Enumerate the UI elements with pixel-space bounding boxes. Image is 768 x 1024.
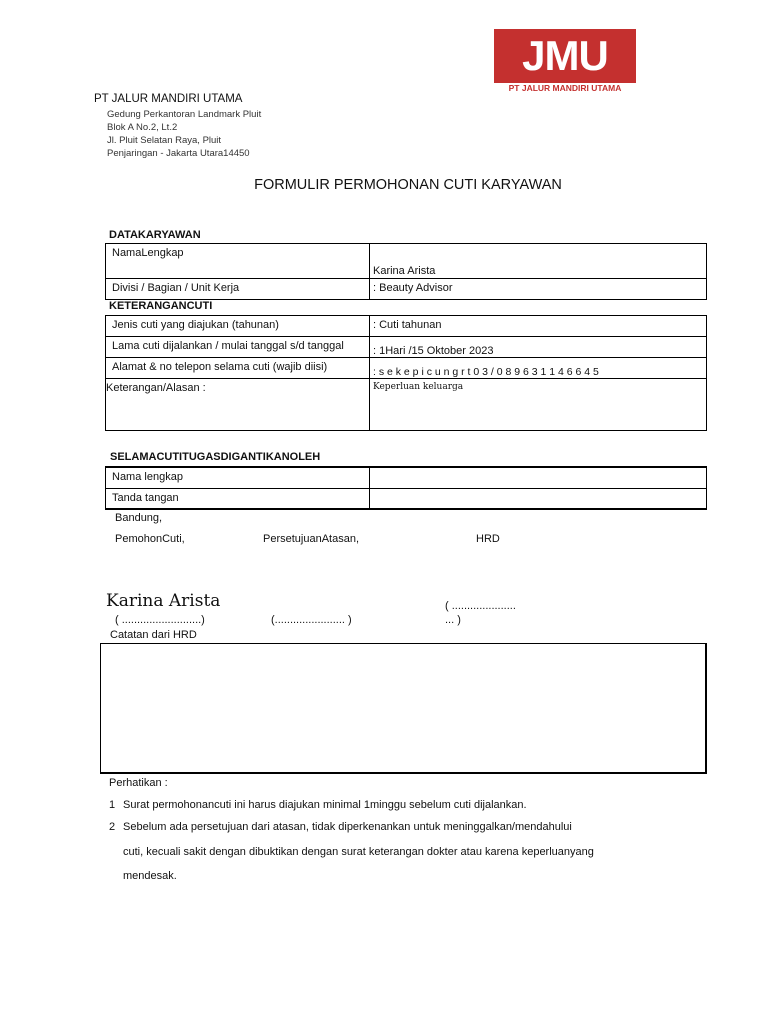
- address-line: Blok A No.2, Lt.2: [107, 122, 178, 133]
- field-value[interactable]: : 1Hari /15 Oktober 2023: [370, 337, 707, 358]
- section-substitute: SELAMACUTITUGASDIGANTIKANOLEH: [110, 451, 321, 463]
- field-label: Nama lengkap: [106, 467, 370, 488]
- place-label: Bandung,: [115, 512, 163, 524]
- field-value[interactable]: : Beauty Advisor: [370, 279, 707, 300]
- form-title: FORMULIR PERMOHONAN CUTI KARYAWAN: [254, 177, 562, 193]
- field-label: Tanda tangan: [106, 488, 370, 509]
- field-value[interactable]: [370, 488, 707, 509]
- table-row: [106, 488, 707, 509]
- hrd-signature-blank: ( .....................: [445, 600, 516, 612]
- notice-continuation: mendesak.: [123, 870, 177, 882]
- hrd-notes-box[interactable]: [100, 643, 707, 774]
- field-label: Jenis cuti yang diajukan (tahunan): [106, 316, 370, 337]
- notice-heading: Perhatikan :: [109, 777, 168, 789]
- table-row: [106, 337, 707, 358]
- supervisor-signature-blank: (....................... ): [271, 614, 352, 626]
- company-name: PT JALUR MANDIRI UTAMA: [94, 93, 243, 105]
- field-label: Divisi / Bagian / Unit Kerja: [106, 279, 370, 300]
- table-row: [106, 244, 707, 279]
- table-row: [106, 467, 707, 488]
- applicant-label: PemohonCuti,: [115, 533, 185, 545]
- field-label: NamaLengkap: [106, 244, 370, 279]
- field-value[interactable]: Karina Arista: [370, 244, 707, 279]
- applicant-signature: Karina Arista: [106, 591, 221, 611]
- field-value[interactable]: : Cuti tahunan: [370, 316, 707, 337]
- company-logo: [494, 29, 636, 83]
- field-label: Keterangan/Alasan :: [106, 379, 370, 431]
- field-label: Lama cuti dijalankan / mulai tanggal s/d tanggal: [106, 337, 370, 358]
- notice-continuation: cuti, kecuali sakit dengan dibuktikan dengan surat keterangan dokter atau karena keperluanyang: [123, 846, 594, 858]
- logo-text: JMU: [522, 32, 608, 79]
- table-row: [106, 316, 707, 337]
- hrd-notes-label: Catatan dari HRD: [110, 629, 197, 641]
- address-line: Jl. Pluit Selatan Raya, Pluit: [107, 135, 222, 146]
- leave-table: [105, 315, 707, 431]
- hrd-signature-blank-end: ... ): [445, 614, 461, 626]
- table-row: [106, 358, 707, 379]
- notice-text: Sebelum ada persetujuan dari atasan, tidak diperkenankan untuk meninggalkan/mendahului: [123, 821, 572, 833]
- notice-number: 2: [109, 821, 116, 833]
- section-leave-info: KETERANGANCUTI: [109, 300, 213, 312]
- table-row: [106, 279, 707, 300]
- hrd-label: HRD: [476, 533, 500, 545]
- table-row: [106, 379, 707, 431]
- logo-subtitle: PT JALUR MANDIRI UTAMA: [508, 83, 622, 93]
- field-value[interactable]: : s e k e p i c u n g r t 0 3 / 0 8 9 6 3 1 1 4 6 6 4 5: [370, 358, 707, 379]
- section-employee-data: DATAKARYAWAN: [109, 229, 201, 241]
- address-line: Gedung Perkantoran Landmark Pluit: [107, 109, 262, 120]
- supervisor-label: PersetujuanAtasan,: [263, 533, 360, 545]
- notice-text: Surat permohonancuti ini harus diajukan minimal 1minggu sebelum cuti dijalankan.: [123, 799, 527, 811]
- field-value[interactable]: [370, 467, 707, 488]
- substitute-table: [105, 466, 707, 510]
- field-label: Alamat & no telepon selama cuti (wajib diisi): [106, 358, 370, 379]
- address-line: Penjaringan - Jakarta Utara14450: [107, 148, 250, 159]
- notice-number: 1: [109, 799, 116, 811]
- field-value[interactable]: Keperluan keluarga: [370, 379, 707, 431]
- applicant-signature-blank: ( ..........................): [115, 614, 205, 626]
- employee-table: [105, 243, 707, 300]
